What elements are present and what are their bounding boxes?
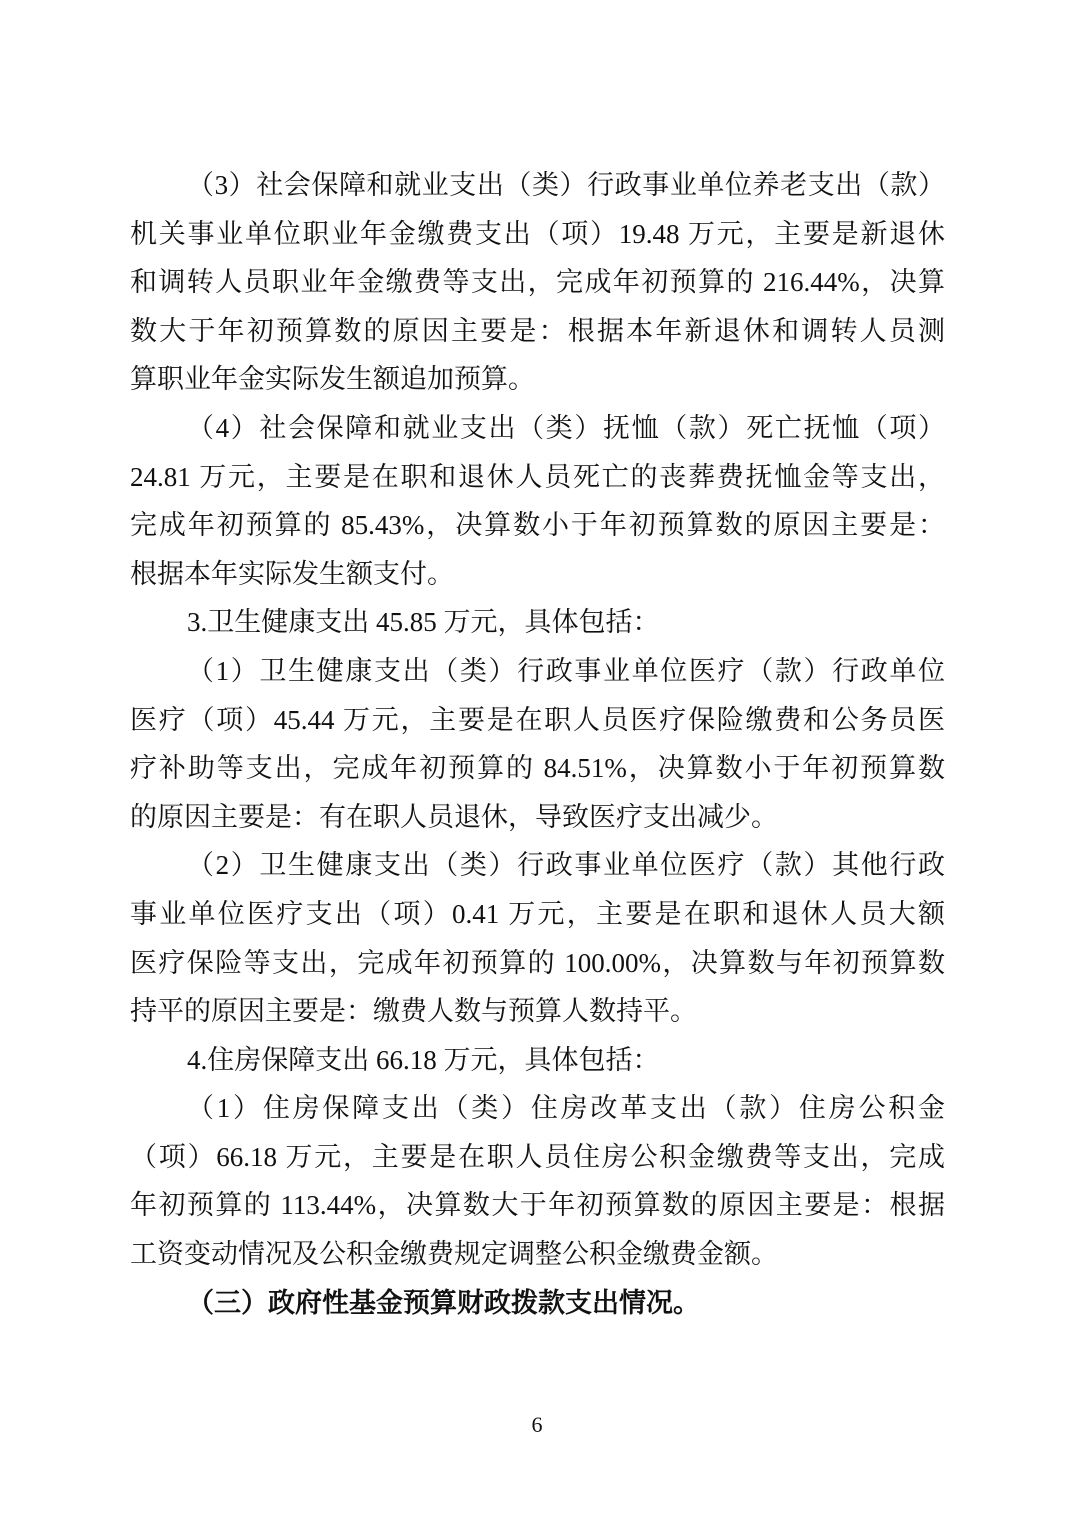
body-line: （4）社会保障和就业支出（类）抚恤（款）死亡抚恤（项） [187,412,945,443]
paragraph-pension-annuity [130,161,945,404]
paragraph-housing-summary [130,1036,945,1085]
body-line: 数大于年初预算数的原因主要是：根据本年新退休和调转人员测 [130,315,945,346]
body-line: （1）卫生健康支出（类）行政事业单位医疗（款）行政单位 [187,655,945,686]
section-heading: （三）政府性基金预算财政拨款支出情况。 [187,1287,700,1318]
body-line: 算职业年金实际发生额追加预算。 [130,364,535,395]
paragraph-death-compensation [130,404,945,598]
body-line: 完成年初预算的 85.43%，决算数小于年初预算数的原因主要是： [130,510,945,541]
paragraph-other-medical [130,841,945,1035]
body-line: 的原因主要是：有在职人员退休，导致医疗支出减少。 [130,801,778,832]
body-line: （3）社会保障和就业支出（类）行政事业单位养老支出（款） [187,170,945,200]
body-line: 持平的原因主要是：缴费人数与预算人数持平。 [130,996,697,1027]
body-line: 根据本年实际发生额支付。 [130,558,454,589]
paragraph-health-summary [130,598,945,647]
paragraph-admin-medical [130,647,945,841]
body-line: 和调转人员职业年金缴费等支出，完成年初预算的 216.44%，决算 [130,267,945,298]
body-text [130,161,945,1327]
paragraph-housing-fund [130,1084,945,1278]
page-number: 6 [531,1412,543,1437]
body-line: 3.卫生健康支出 45.85 万元，具体包括： [187,607,660,638]
body-line: 医疗（项）45.44 万元，主要是在职人员医疗保险缴费和公务员医 [130,704,945,735]
body-line: 事业单位医疗支出（项）0.41 万元，主要是在职和退休人员大额 [130,898,945,929]
body-line: 4.住房保障支出 66.18 万元，具体包括： [187,1044,660,1075]
body-line: （项）66.18 万元，主要是在职人员住房公积金缴费等支出，完成 [130,1141,945,1172]
body-line: 疗补助等支出，完成年初预算的 84.51%，决算数小于年初预算数 [130,753,945,784]
body-line: （1）住房保障支出（类）住房改革支出（款）住房公积金 [187,1093,945,1124]
body-line: 24.81 万元，主要是在职和退休人员死亡的丧葬费抚恤金等支出， [130,461,945,492]
body-line: 年初预算的 113.44%，决算数大于年初预算数的原因主要是：根据 [130,1190,945,1221]
body-line: 机关事业单位职业年金缴费支出（项）19.48 万元，主要是新退休 [130,218,945,249]
body-line: 工资变动情况及公积金缴费规定调整公积金缴费金额。 [130,1239,778,1270]
body-line: （2）卫生健康支出（类）行政事业单位医疗（款）其他行政 [187,850,945,881]
body-line: 医疗保险等支出，完成年初预算的 100.00%，决算数与年初预算数 [130,947,945,978]
